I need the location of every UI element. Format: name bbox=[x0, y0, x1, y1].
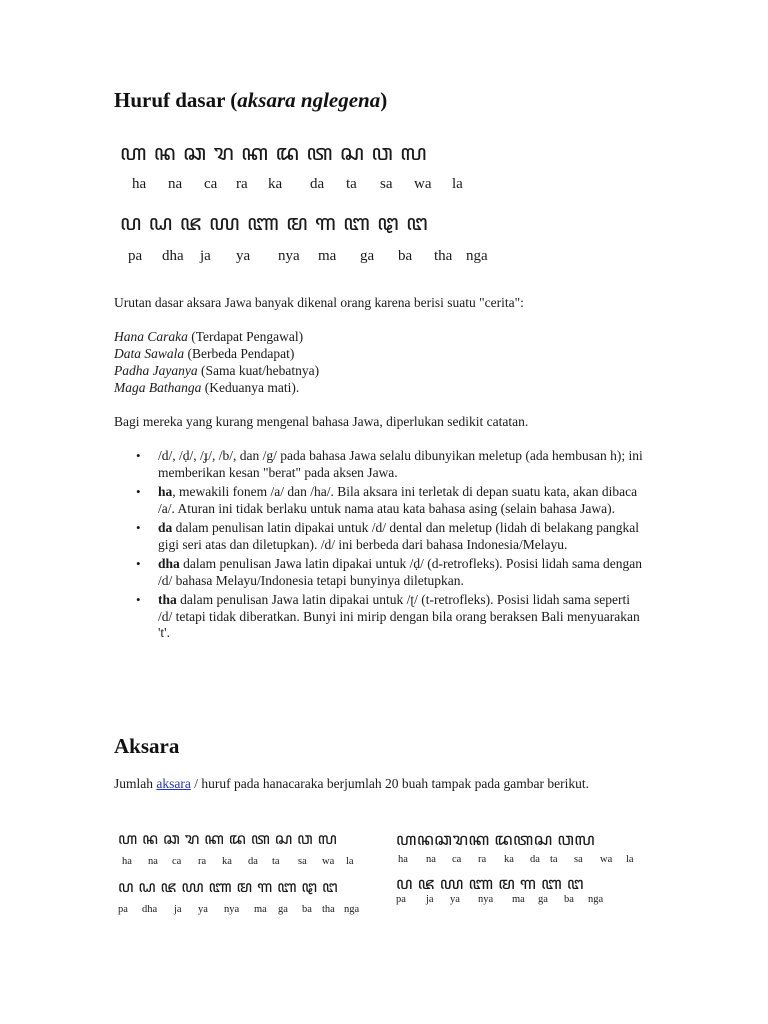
list-item bbox=[114, 556, 644, 589]
aksara-paragraph bbox=[114, 775, 614, 792]
figure-syllable: ya bbox=[198, 904, 208, 915]
figure-syllable: wa bbox=[600, 854, 613, 865]
figure-syllable: sa bbox=[574, 854, 583, 865]
section-title-aksara: Aksara bbox=[114, 734, 180, 758]
figure-syllable: na bbox=[148, 856, 158, 867]
figure-syllable: ha bbox=[398, 854, 408, 865]
list-item bbox=[114, 448, 644, 481]
title-plain: Huruf dasar ( bbox=[114, 88, 238, 112]
figure-syllable: ga bbox=[538, 894, 548, 905]
figure-syllable: ma bbox=[512, 894, 525, 905]
story-rest: (Sama kuat/hebatnya) bbox=[197, 363, 320, 378]
latin-syllable: ba bbox=[398, 248, 413, 264]
title-italic: aksara nglegena bbox=[237, 88, 381, 112]
figure-right-image bbox=[388, 824, 646, 914]
figure-syllable: ra bbox=[198, 856, 207, 867]
latin-syllable: wa bbox=[414, 176, 432, 192]
figure-syllable: ka bbox=[504, 854, 514, 865]
figure-syllable: ha bbox=[122, 856, 132, 867]
figure-syllable: tha bbox=[322, 904, 335, 915]
figure-syllable: na bbox=[426, 854, 436, 865]
story-line bbox=[114, 345, 634, 362]
note-text: , mewakili fonem /a/ dan /ha/. Bila aksara ini terletak di depan suatu kata, akan dibaca /a/. Aturan ini tidak berlaku untuk nama atau kata bahasa asing (selain bahasa Jawa). bbox=[158, 484, 638, 516]
figure-syllable: pa bbox=[118, 904, 128, 915]
title-close: ) bbox=[380, 88, 388, 112]
latin-syllable: nya bbox=[278, 248, 300, 264]
para-text: / huruf pada hanacaraka berjumlah 20 buah tampak pada gambar berikut. bbox=[190, 776, 589, 791]
figure-syllable: pa bbox=[396, 894, 406, 905]
figure-syllable: nga bbox=[588, 894, 604, 905]
latin-syllable: ra bbox=[236, 176, 248, 192]
figure-syllable: dha bbox=[142, 904, 158, 915]
latin-syllable: ya bbox=[236, 248, 251, 264]
figure-syllable: wa bbox=[322, 856, 335, 867]
figure-syllable: da bbox=[248, 856, 258, 867]
story-italic: Maga Bathanga bbox=[114, 380, 202, 395]
story-italic: Padha Jayanya bbox=[114, 363, 198, 378]
para-text: Jumlah bbox=[114, 776, 157, 791]
latin-syllable: da bbox=[310, 176, 325, 192]
figure-syllable: ca bbox=[452, 854, 462, 865]
figure-left-image bbox=[112, 822, 368, 922]
figure-syllable: ka bbox=[222, 856, 232, 867]
note-intro: Bagi mereka yang kurang mengenal bahasa Jawa, diperlukan sedikit catatan. bbox=[114, 414, 529, 429]
figure-syllable: nya bbox=[478, 894, 494, 905]
latin-syllable: ha bbox=[132, 176, 147, 192]
note-term: ha bbox=[158, 484, 173, 499]
latin-syllable: sa bbox=[380, 176, 393, 192]
story-italic: Data Sawala bbox=[114, 346, 185, 361]
notes-list bbox=[114, 448, 644, 645]
figure-syllable: ba bbox=[302, 904, 312, 915]
note-text: dalam penulisan Jawa latin dipakai untuk /ʈ/ (t-retrofleks). Posisi lidah sama seperti /d/ tetapi tidak diberatkan. Bunyi ini mirip dengan bila orang beraksen Bali menyuarakan 't'. bbox=[158, 592, 640, 640]
figure-syllable: ta bbox=[550, 854, 558, 865]
note-term: tha bbox=[158, 592, 177, 607]
figure-syllable: ja bbox=[426, 894, 434, 905]
latin-syllable: la bbox=[452, 176, 463, 192]
note-text: dalam penulisan Jawa latin dipakai untuk /ḍ/ (d-retrofleks). Posisi lidah sama dengan /d/ bahasa Melayu/Indonesia tetapi bunyinya diletupkan. bbox=[158, 556, 643, 588]
figure-syllable: nya bbox=[224, 904, 240, 915]
figure-javanese-row: ꦲ ꦤ ꦕ ꦫ ꦏ ꦢ ꦠ ꦱ ꦮ ꦭ bbox=[118, 831, 338, 848]
latin-syllable: dha bbox=[162, 248, 184, 264]
intro-paragraph: Urutan dasar aksara Jawa banyak dikenal orang karena berisi suatu "cerita": bbox=[114, 295, 524, 310]
figure-syllable: la bbox=[346, 856, 354, 867]
figure-javanese-row: ꦲꦤꦕꦫꦏ ꦢꦠꦱ ꦮꦭ bbox=[396, 830, 596, 849]
story-line bbox=[114, 328, 634, 345]
latin-syllable: ca bbox=[204, 176, 218, 192]
javanese-row-1: ꦲ ꦤ ꦕ ꦫ ꦏ ꦢ ꦠ ꦱ ꦮ ꦭ bbox=[120, 140, 428, 165]
figure-syllable: ba bbox=[564, 894, 574, 905]
story-italic: Hana Caraka bbox=[114, 329, 188, 344]
figure-javanese-row: ꦥ ꦝ ꦗ ꦪ ꦚ ꦩ ꦒ ꦧ ꦛ ꦔ bbox=[118, 879, 339, 896]
note-text: /d/, /ḍ/, /ɟ/, /b/, dan /g/ pada bahasa Jawa selalu dibunyikan meletup (ada hembusan h); ini memberikan kesan "berat" pada aksen Jawa. bbox=[158, 448, 643, 480]
figure-syllable: ra bbox=[478, 854, 487, 865]
figure-syllable: sa bbox=[298, 856, 307, 867]
figure-syllable: ma bbox=[254, 904, 267, 915]
list-item bbox=[114, 592, 644, 642]
note-text: dalam penulisan latin dipakai untuk /d/ dental dan meletup (lidah di belakang pangkal gigi seri atas dan diletupkan). /d/ ini berbeda dari bahasa Indonesia/Melayu. bbox=[158, 520, 640, 552]
figure-syllable: ya bbox=[450, 894, 460, 905]
story-line bbox=[114, 362, 634, 379]
aksara-link[interactable]: aksara bbox=[156, 776, 191, 791]
list-item bbox=[114, 520, 644, 553]
story-list bbox=[114, 328, 634, 396]
latin-syllable: ma bbox=[318, 248, 337, 264]
latin-syllable: ja bbox=[200, 248, 211, 264]
story-rest: (Keduanya mati). bbox=[201, 380, 300, 395]
story-rest: (Berbeda Pendapat) bbox=[184, 346, 295, 361]
list-item bbox=[114, 484, 644, 517]
figure-syllable: ja bbox=[174, 904, 182, 915]
story-rest: (Terdapat Pengawal) bbox=[187, 329, 304, 344]
latin-syllable: ta bbox=[346, 176, 357, 192]
figure-syllable: da bbox=[530, 854, 540, 865]
figure-syllable: ca bbox=[172, 856, 182, 867]
latin-syllable: nga bbox=[466, 248, 488, 264]
note-term: da bbox=[158, 520, 173, 535]
note-term: dha bbox=[158, 556, 180, 571]
javanese-row-2: ꦥ ꦝ ꦗ ꦪ ꦚ ꦩ ꦒ ꦧ ꦛ ꦔ bbox=[120, 210, 429, 235]
latin-syllable: ga bbox=[360, 248, 375, 264]
latin-syllable: tha bbox=[434, 248, 453, 264]
figure-syllable: ta bbox=[272, 856, 280, 867]
figure-syllable: la bbox=[626, 854, 634, 865]
latin-syllable: pa bbox=[128, 248, 143, 264]
figure-syllable: nga bbox=[344, 904, 360, 915]
latin-syllable: ka bbox=[268, 176, 283, 192]
section-title-huruf-dasar bbox=[114, 88, 387, 113]
figure-syllable: ga bbox=[278, 904, 288, 915]
story-line bbox=[114, 379, 634, 396]
latin-syllable: na bbox=[168, 176, 183, 192]
figure-javanese-row: ꦥ ꦗ ꦪ ꦚ ꦩ ꦒ ꦧ ꦔ bbox=[396, 874, 584, 893]
